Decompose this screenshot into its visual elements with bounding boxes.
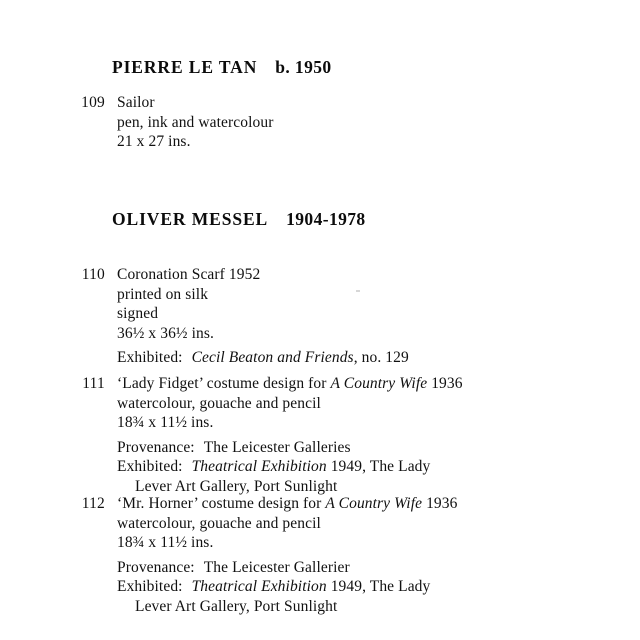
artist-name: OLIVER MESSEL — [112, 209, 269, 229]
entry-medium: watercolour, gouache and pencil — [117, 514, 321, 532]
entry-dimensions: 21 x 27 ins. — [117, 133, 191, 150]
entry-title — [117, 494, 584, 514]
provenance-line — [117, 558, 584, 578]
entry-title: Coronation Scarf 1952 — [117, 266, 261, 283]
section-heading-oliver-messel — [112, 209, 366, 230]
entry-title-prefix: ‘Lady Fidget’ costume design for — [117, 375, 331, 392]
entry-body — [105, 265, 584, 368]
entry-number: 110 — [81, 266, 105, 283]
exhibition-detail: 1949, The Lady — [326, 578, 431, 595]
artist-dates: b. 1950 — [275, 57, 332, 77]
section-heading-pierre-le-tan — [112, 57, 332, 78]
provenance-value: The Leicester Gallerier — [203, 558, 350, 576]
provenance-label: Provenance: — [117, 558, 195, 576]
entry-title — [117, 374, 584, 394]
entry-notes — [117, 348, 584, 368]
entry-number: 109 — [81, 94, 105, 111]
entry-body — [105, 494, 584, 616]
exhibited-line — [117, 348, 584, 368]
exhibited-label: Exhibited: — [117, 349, 183, 366]
entry-title-year: 1936 — [427, 375, 463, 392]
entry-signature: signed — [117, 305, 159, 322]
catalogue-entry-110 — [64, 265, 584, 368]
entry-dimensions: 18¾ x 11½ ins. — [117, 534, 214, 551]
entry-work-title: A Country Wife — [325, 495, 423, 512]
exhibition-detail: 1949, The Lady — [326, 458, 431, 475]
entry-body — [105, 93, 584, 152]
exhibition-title: Cecil Beaton and Friends — [191, 349, 354, 366]
entry-title-prefix: ‘Mr. Horner’ costume design for — [117, 495, 326, 512]
entry-medium: watercolour, gouache and pencil — [117, 394, 321, 412]
exhibited-line — [117, 577, 584, 597]
entry-notes — [117, 558, 584, 617]
artist-name: PIERRE LE TAN — [112, 57, 258, 77]
exhibited-label: Exhibited: — [117, 578, 183, 595]
entry-work-title: A Country Wife — [330, 375, 428, 392]
entry-number: 111 — [82, 375, 105, 392]
catalogue-entry-109 — [64, 93, 584, 152]
exhibited-label: Exhibited: — [117, 458, 183, 475]
exhibition-title: Theatrical Exhibition — [191, 578, 327, 595]
entry-dimensions: 18¾ x 11½ ins. — [117, 414, 214, 431]
exhibition-detail: , no. 129 — [353, 349, 409, 366]
entry-body — [105, 374, 584, 496]
entry-medium: printed on silk — [117, 285, 209, 303]
exhibited-line — [117, 457, 584, 477]
catalogue-entry-111 — [64, 374, 584, 496]
provenance-value: The Leicester Galleries — [203, 438, 351, 456]
provenance-label: Provenance: — [117, 438, 195, 456]
scan-speck-artifact — [356, 290, 360, 292]
entry-dimensions: 36½ x 36½ ins. — [117, 324, 214, 342]
entry-notes — [117, 438, 584, 497]
entry-medium: pen, ink and watercolour — [117, 113, 274, 131]
artist-dates: 1904-1978 — [286, 209, 366, 229]
entry-title: Sailor — [117, 94, 155, 111]
entry-title-year: 1936 — [422, 495, 458, 512]
exhibited-continuation: Lever Art Gallery, Port Sunlight — [135, 597, 338, 615]
exhibition-title: Theatrical Exhibition — [191, 458, 327, 475]
provenance-line — [117, 438, 584, 458]
entry-number: 112 — [81, 495, 105, 512]
catalogue-entry-112 — [64, 494, 584, 616]
exhibited-continuation: Lever Art Gallery, Port Sunlight — [135, 477, 338, 495]
